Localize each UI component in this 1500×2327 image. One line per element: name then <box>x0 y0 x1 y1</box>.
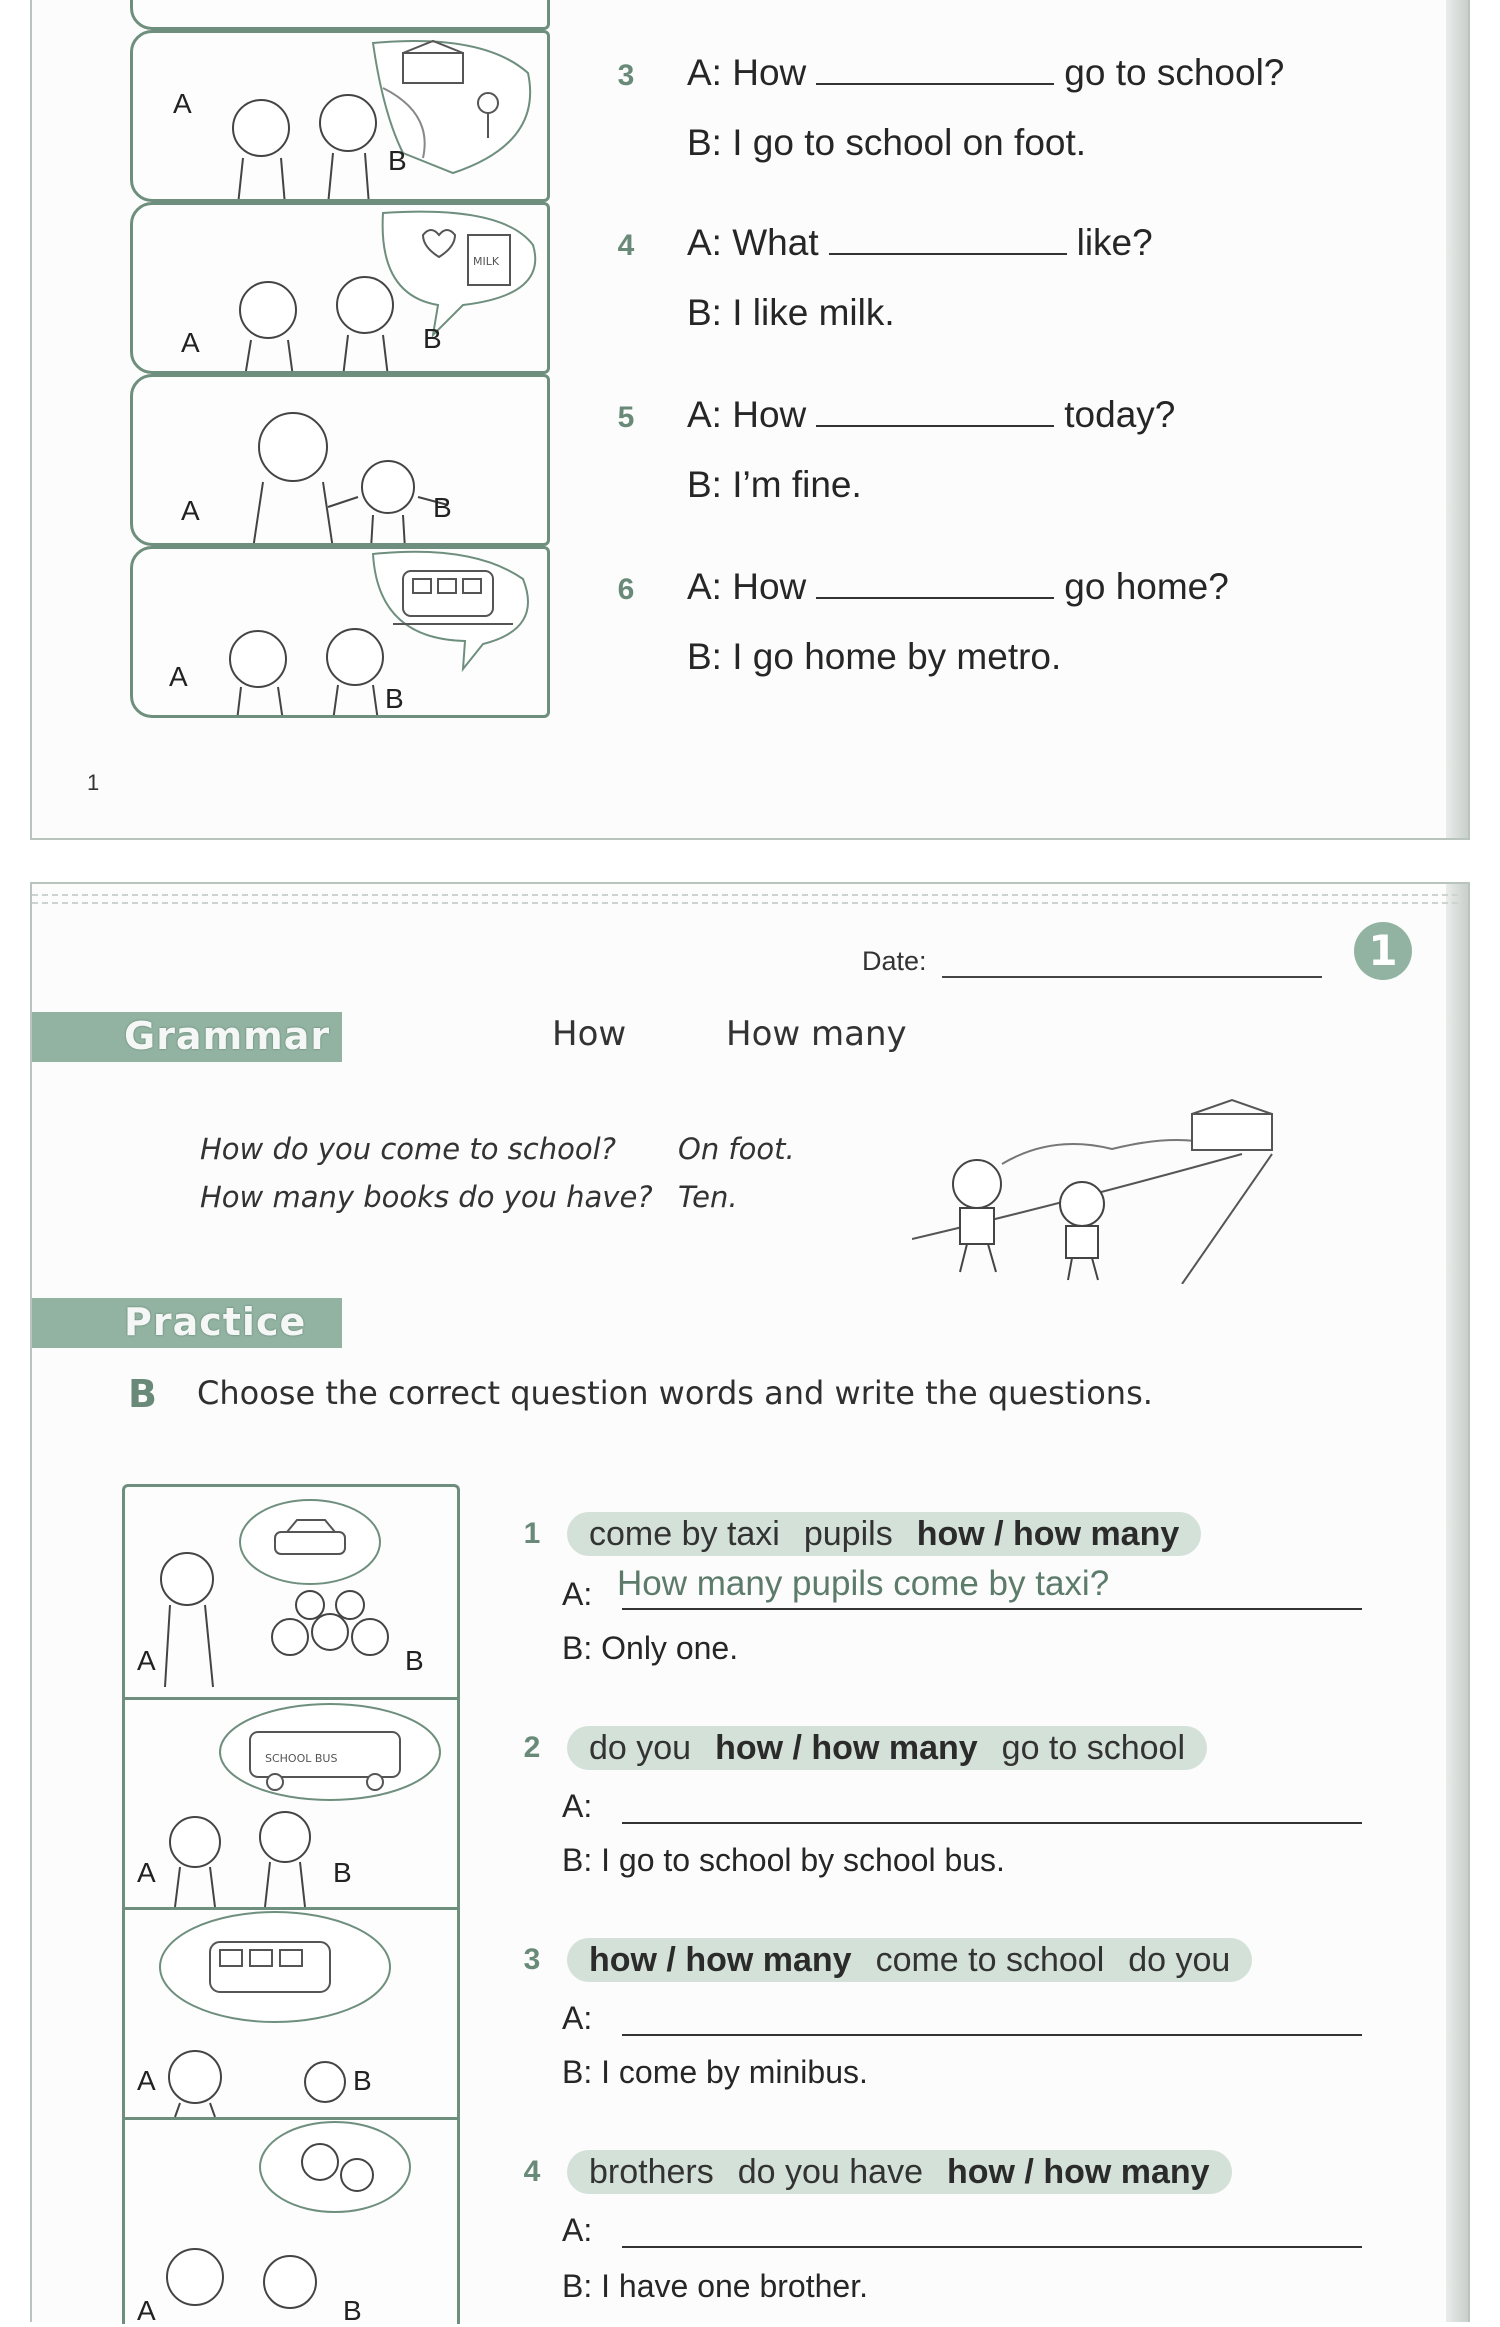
answer-line-b: B: I like milk. <box>687 292 895 333</box>
question-line-a <box>687 394 1175 436</box>
word-chip: do you <box>589 1729 692 1767</box>
answer-a-label: A: <box>562 1788 593 1824</box>
answer-b-text: B: Only one. <box>562 1630 739 1666</box>
item-number: 4 <box>604 224 648 268</box>
comic-panel-greeting <box>130 374 550 546</box>
speaker-a-label: A <box>181 495 200 526</box>
answer-a-label: A: <box>562 1576 593 1612</box>
question-text-end: go to school? <box>1064 52 1285 93</box>
answer-underline[interactable] <box>622 1822 1362 1824</box>
dashed-divider <box>32 902 1468 904</box>
question-text-end: like? <box>1076 222 1153 263</box>
speaker-a-label: A <box>173 88 192 119</box>
word-choice-box <box>567 1726 1207 1770</box>
question-text-end: today? <box>1064 394 1176 435</box>
word-choice-box <box>567 1938 1252 1982</box>
practice-instruction: Choose the correct question words and write the questions. <box>197 1374 1153 1412</box>
comic-panel-cropped <box>130 0 550 30</box>
speaker-b-label: B <box>433 492 452 523</box>
speaker-a-label: A <box>137 1645 156 1676</box>
answer-b-text: B: I go to school by school bus. <box>562 1842 1005 1878</box>
comic-strip-illustrations <box>125 1487 457 2327</box>
answer-b-text: B: I have one brother. <box>562 2268 868 2304</box>
question-text-start: A: How <box>687 52 807 93</box>
question-text-start: A: How <box>687 566 807 607</box>
answer-line-b: B: I go home by metro. <box>687 636 1062 677</box>
speaker-b-label: B <box>423 323 442 354</box>
speaker-b-label: B <box>405 1645 424 1676</box>
answer-line-b: B: I’m fine. <box>687 464 862 505</box>
workbook-page-top <box>30 0 1470 840</box>
item-number: 5 <box>604 396 648 440</box>
milk-carton-label: MILK <box>473 255 500 268</box>
word-chip: pupils <box>803 1515 893 1553</box>
item-number: 6 <box>604 568 648 612</box>
answer-a-label: A: <box>562 2000 593 2036</box>
workbook-page-bottom <box>30 882 1470 2326</box>
word-choice-box <box>567 1512 1201 1556</box>
answer-blank[interactable] <box>829 253 1067 255</box>
word-chip: come to school <box>875 1941 1105 1979</box>
word-chip: do you <box>1128 1941 1231 1979</box>
comic-panel-milk <box>130 202 550 374</box>
question-text-start: A: What <box>687 222 819 263</box>
speaker-b-label: B <box>343 2295 362 2326</box>
comic-panel-metro <box>130 546 550 718</box>
speaker-a-label: A <box>169 661 188 692</box>
item-number: 2 <box>510 1726 554 1770</box>
answer-blank[interactable] <box>816 83 1054 85</box>
answer-underline <box>622 1608 1362 1610</box>
item-number: 3 <box>510 1938 554 1982</box>
answer-underline[interactable] <box>622 2034 1362 2036</box>
speaker-a-label: A <box>181 327 200 358</box>
question-word-choice: how / how many <box>589 1941 852 1979</box>
comic-strip <box>122 1484 460 2324</box>
practice-heading: Practice <box>124 1300 307 1344</box>
children-with-metro-train-illustration <box>133 549 550 718</box>
grammar-word-how: How <box>552 1014 627 1054</box>
bus-sign: SCHOOL BUS <box>265 1752 338 1765</box>
grammar-heading-band <box>32 1012 342 1062</box>
practice-heading-band <box>32 1298 342 1348</box>
grammar-heading: Grammar <box>124 1014 331 1058</box>
word-chip: go to school <box>1001 1729 1186 1767</box>
page-number: 1 <box>87 770 100 795</box>
answer-a-label: A: <box>562 2212 593 2248</box>
date-label: Date: <box>862 946 927 976</box>
answer-blank[interactable] <box>816 597 1054 599</box>
question-line-a <box>687 566 1229 608</box>
answer-b-text: B: I come by minibus. <box>562 2054 868 2090</box>
question-line-a <box>687 222 1153 264</box>
speaker-a-label: A <box>137 2295 156 2326</box>
word-chip: do you have <box>737 2153 923 2191</box>
answer-underline[interactable] <box>622 2246 1362 2248</box>
dashed-divider <box>32 894 1468 896</box>
children-walking-to-school-illustration <box>912 1094 1312 1284</box>
word-choice-box <box>567 2150 1232 2194</box>
answer-line-b: B: I go to school on foot. <box>687 122 1087 163</box>
speaker-a-label: A <box>137 1857 156 1888</box>
unit-number-badge: 1 <box>1354 922 1412 980</box>
question-line-a <box>687 52 1284 94</box>
speaker-b-label: B <box>333 1857 352 1888</box>
item-number: 4 <box>510 2150 554 2194</box>
date-input-line[interactable] <box>942 976 1322 978</box>
children-walking-to-school-illustration <box>133 33 550 202</box>
question-word-choice: how / how many <box>715 1729 978 1767</box>
grammar-word-how-many: How many <box>726 1014 907 1054</box>
question-word-choice: how / how many <box>916 1515 1180 1553</box>
answer-a-text[interactable]: How many pupils come by taxi? <box>617 1564 1110 1603</box>
word-chip: come by taxi <box>589 1515 780 1553</box>
section-letter: B <box>128 1372 157 1416</box>
question-text-end: go home? <box>1064 566 1229 607</box>
answer-blank[interactable] <box>816 425 1054 427</box>
word-chip: brothers <box>589 2153 714 2191</box>
speaker-b-label: B <box>353 2065 372 2096</box>
speaker-a-label: A <box>137 2065 156 2096</box>
question-text-start: A: How <box>687 394 807 435</box>
page-edge-shadow <box>1446 0 1468 838</box>
grammar-example-1-answer: On foot. <box>678 1132 795 1166</box>
grammar-example-2-question: How many books do you have? <box>200 1180 653 1214</box>
question-word-choice: how / how many <box>947 2153 1210 2191</box>
speaker-b-label: B <box>388 145 407 176</box>
speaker-b-label: B <box>385 683 404 714</box>
date-field <box>862 946 927 977</box>
comic-panel-school-walk <box>130 30 550 202</box>
page-edge-shadow <box>1446 884 1468 2322</box>
item-number: 1 <box>510 1512 554 1556</box>
item-number: 3 <box>604 54 648 98</box>
grammar-example-1-question: How do you come to school? <box>200 1132 617 1166</box>
grammar-example-2-answer: Ten. <box>678 1180 738 1214</box>
